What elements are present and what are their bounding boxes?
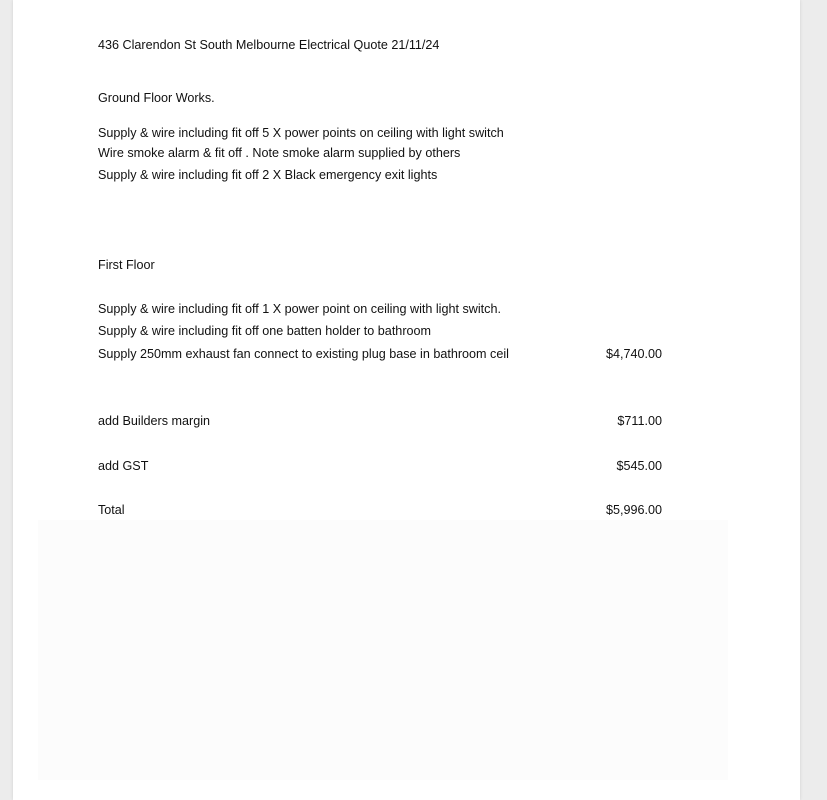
first-floor-subtotal: $4,740.00	[605, 347, 662, 361]
document-title: 436 Clarendon St South Melbourne Electrical Quote 21/11/24	[98, 38, 440, 52]
ground-floor-item: Supply & wire including fit off 5 X power points on ceiling with light switch	[98, 126, 504, 140]
total-amount: $5,996.00	[605, 503, 662, 517]
builders-margin-amount: $711.00	[617, 414, 662, 428]
first-floor-heading: First Floor	[98, 258, 155, 272]
first-floor-item: Supply & wire including fit off one batten holder to bathroom	[98, 324, 432, 338]
document-page	[13, 0, 800, 800]
gst-label: add GST	[98, 459, 149, 473]
ground-floor-item: Supply & wire including fit off 2 X Black emergency exit lights	[98, 168, 438, 182]
ground-floor-item: Wire smoke alarm & fit off . Note smoke alarm supplied by others	[98, 146, 461, 160]
ground-floor-heading: Ground Floor Works.	[98, 91, 215, 105]
first-floor-item: Supply 250mm exhaust fan connect to existing plug base in bathroom ceil	[98, 347, 509, 361]
total-label: Total	[98, 503, 125, 517]
page-shading	[38, 520, 728, 780]
gst-amount: $545.00	[616, 459, 662, 473]
builders-margin-label: add Builders margin	[98, 414, 211, 428]
first-floor-item: Supply & wire including fit off 1 X power point on ceiling with light switch.	[98, 302, 501, 316]
